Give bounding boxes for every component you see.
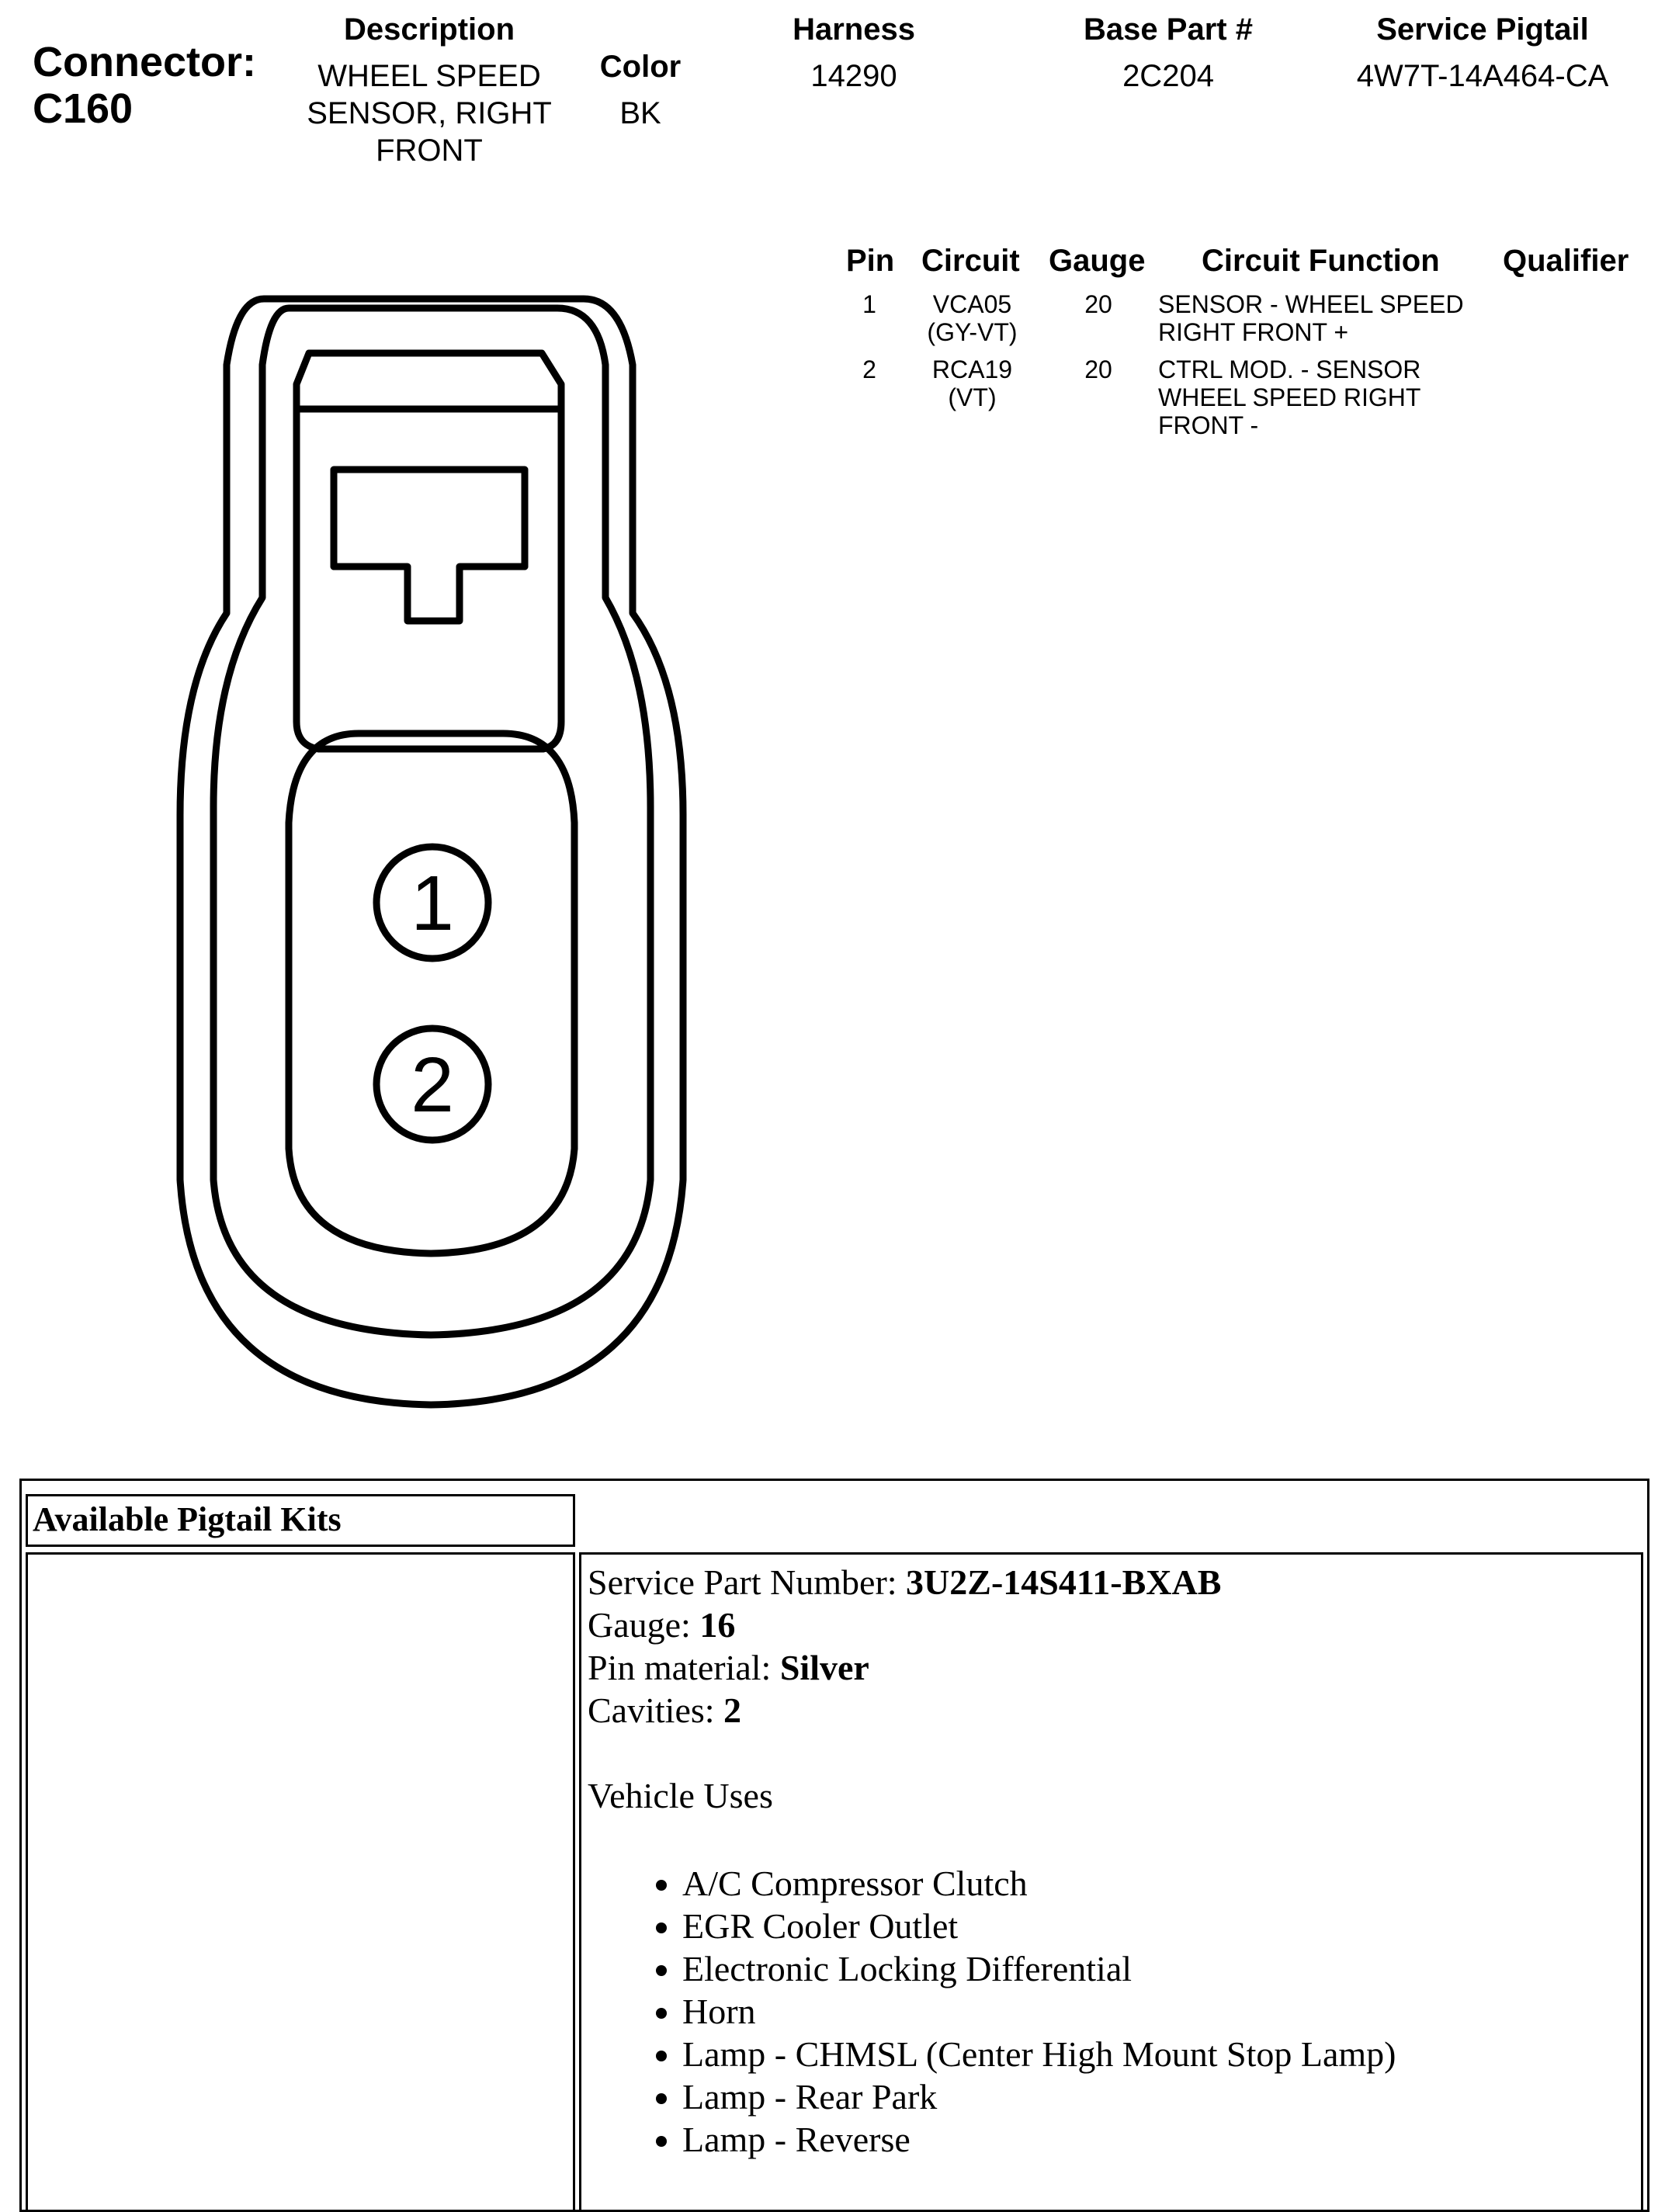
function-col-header: Circuit Function — [1202, 244, 1440, 278]
row2-gauge: 20 — [1084, 355, 1112, 383]
pigtail-kits-title-cell — [26, 1494, 575, 1547]
cavities-line — [588, 1689, 1641, 1732]
row2-function: CTRL MOD. - SENSOR WHEEL SPEED RIGHT FRONT - — [1158, 355, 1421, 439]
service-pigtail-value: 4W7T-14A464-CA — [1356, 59, 1609, 93]
gauge-line — [588, 1604, 1641, 1646]
pin-material-label: Pin material: — [588, 1648, 780, 1687]
mating-face-outline — [289, 733, 574, 1253]
row2-pin: 2 — [862, 355, 876, 383]
harness-value: 14290 — [810, 59, 897, 93]
description-header: Description — [343, 12, 515, 47]
gauge-value: 16 — [699, 1605, 736, 1645]
color-header: Color — [599, 50, 682, 84]
vehicle-use-item: • Horn — [682, 1990, 1641, 2033]
circuit-col-header: Circuit — [921, 244, 1020, 278]
pin-2-label: 2 — [411, 1042, 454, 1129]
row1-gauge: 20 — [1084, 290, 1112, 318]
pin-col-header: Pin — [846, 244, 895, 278]
cavities-value: 2 — [723, 1690, 742, 1730]
service-part-number-line — [588, 1561, 1641, 1604]
vehicle-use-item: • Lamp - Rear Park — [682, 2075, 1641, 2118]
vehicle-uses-list — [588, 1862, 1641, 2161]
vehicle-use-item: • Lamp - CHMSL (Center High Mount Stop Lamp) — [682, 2033, 1641, 2075]
row1-function: SENSOR - WHEEL SPEED RIGHT FRONT + — [1158, 290, 1464, 346]
pigtail-details-cell — [579, 1552, 1643, 2212]
connector-label: Connector: — [33, 39, 256, 85]
qualifier-col-header: Qualifier — [1503, 244, 1629, 278]
base-part-header: Base Part # — [1084, 12, 1253, 47]
latch-outline — [334, 470, 525, 567]
pigtail-image-cell — [26, 1552, 575, 2212]
vehicle-use-item: • EGR Cooler Outlet — [682, 1905, 1641, 1947]
row1-pin: 1 — [862, 290, 876, 318]
pin-material-line — [588, 1646, 1641, 1689]
gauge-col-header: Gauge — [1049, 244, 1146, 278]
vehicle-use-item: • A/C Compressor Clutch — [682, 1862, 1641, 1905]
vehicle-uses-label: Vehicle Uses — [588, 1776, 773, 1815]
pin-material-value: Silver — [779, 1648, 869, 1687]
pigtail-kits-title: Available Pigtail Kits — [33, 1500, 342, 1538]
description-value: WHEEL SPEED SENSOR, RIGHT FRONT — [307, 59, 552, 168]
inner-housing-outline — [213, 308, 650, 1335]
row2-circuit: RCA19 (VT) — [931, 355, 1013, 411]
base-part-value: 2C204 — [1122, 59, 1214, 93]
color-value: BK — [619, 96, 661, 130]
service-part-number-label: Service Part Number: — [588, 1562, 907, 1602]
latch-notch — [334, 567, 525, 621]
service-part-number-value: 3U2Z-14S411-BXAB — [906, 1562, 1222, 1602]
vehicle-use-item: • Lamp - Reverse — [682, 2118, 1641, 2161]
row1-circuit: VCA05 (GY-VT) — [927, 290, 1018, 346]
vehicle-use-item: • Electronic Locking Differential — [682, 1947, 1641, 1990]
gauge-label: Gauge: — [588, 1605, 700, 1645]
connector-id: C160 — [33, 85, 134, 132]
pin-1-label: 1 — [411, 860, 454, 947]
harness-header: Harness — [793, 12, 915, 47]
cavities-label: Cavities: — [588, 1690, 724, 1730]
service-pigtail-header: Service Pigtail — [1376, 12, 1589, 47]
